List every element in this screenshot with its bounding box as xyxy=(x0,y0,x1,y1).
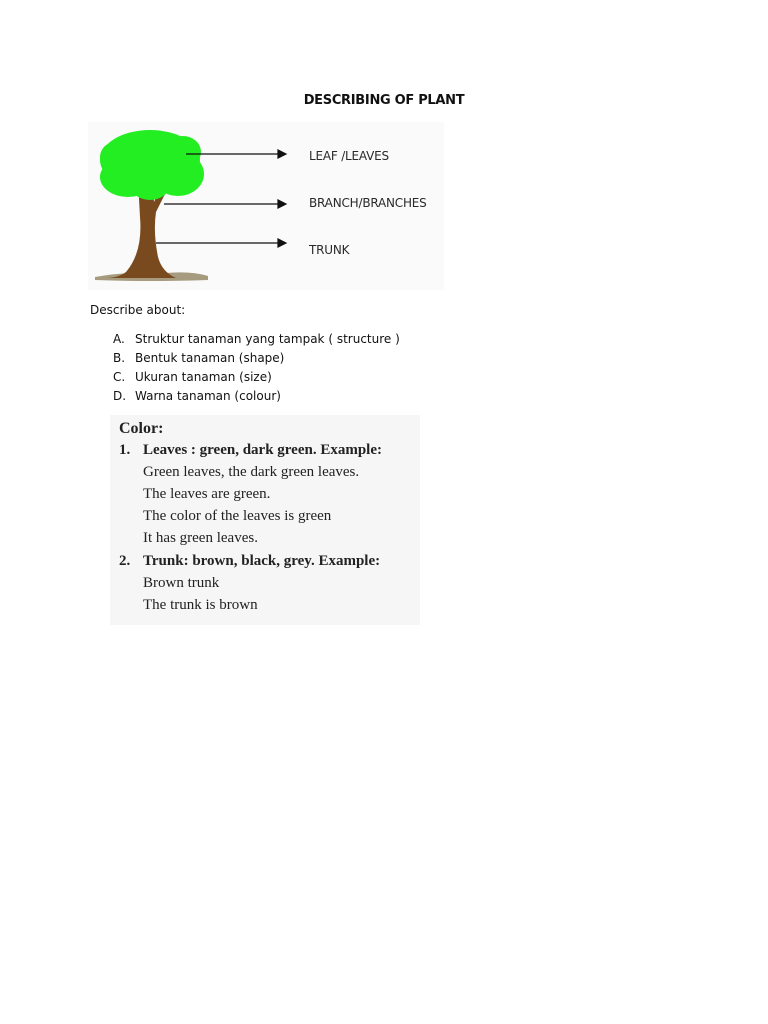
page-title: DESCRIBING OF PLANT xyxy=(303,93,465,108)
list-item-text: Warna tanaman (colour) xyxy=(135,389,281,403)
color-box-title: Color: xyxy=(119,420,164,437)
list-item-text: Ukuran tanaman (size) xyxy=(135,370,272,384)
section-number: 2. xyxy=(119,553,131,569)
example-line: Brown trunk xyxy=(143,575,220,591)
list-marker: A. xyxy=(113,332,125,346)
list-item xyxy=(113,332,400,351)
example-line: The color of the leaves is green xyxy=(143,508,332,524)
list-marker: D. xyxy=(113,389,127,403)
example-line: The leaves are green. xyxy=(143,486,271,502)
trunk-heading: Trunk: brown, black, grey. Example: xyxy=(143,553,381,569)
tree-foliage xyxy=(100,130,204,200)
describe-list xyxy=(113,332,400,408)
list-item xyxy=(113,389,400,408)
example-line: The trunk is brown xyxy=(143,597,258,613)
example-line: Green leaves, the dark green leaves. xyxy=(143,464,360,480)
list-marker: C. xyxy=(113,370,126,384)
leaves-heading: Leaves : green, dark green. Example: xyxy=(143,442,382,458)
trunk-label: TRUNK xyxy=(309,243,350,257)
describe-heading: Describe about: xyxy=(90,303,186,317)
list-item-text: Bentuk tanaman (shape) xyxy=(135,351,285,365)
example-line: It has green leaves. xyxy=(143,530,258,546)
color-examples-box xyxy=(110,415,420,625)
list-item xyxy=(113,351,400,370)
tree-diagram xyxy=(88,122,444,290)
list-item-text: Struktur tanaman yang tampak ( structure ) xyxy=(135,332,400,346)
list-item xyxy=(113,370,400,389)
list-marker: B. xyxy=(113,351,126,365)
branch-label: BRANCH/BRANCHES xyxy=(309,196,427,210)
section-number: 1. xyxy=(119,442,131,458)
leaf-label: LEAF /LEAVES xyxy=(309,149,389,163)
